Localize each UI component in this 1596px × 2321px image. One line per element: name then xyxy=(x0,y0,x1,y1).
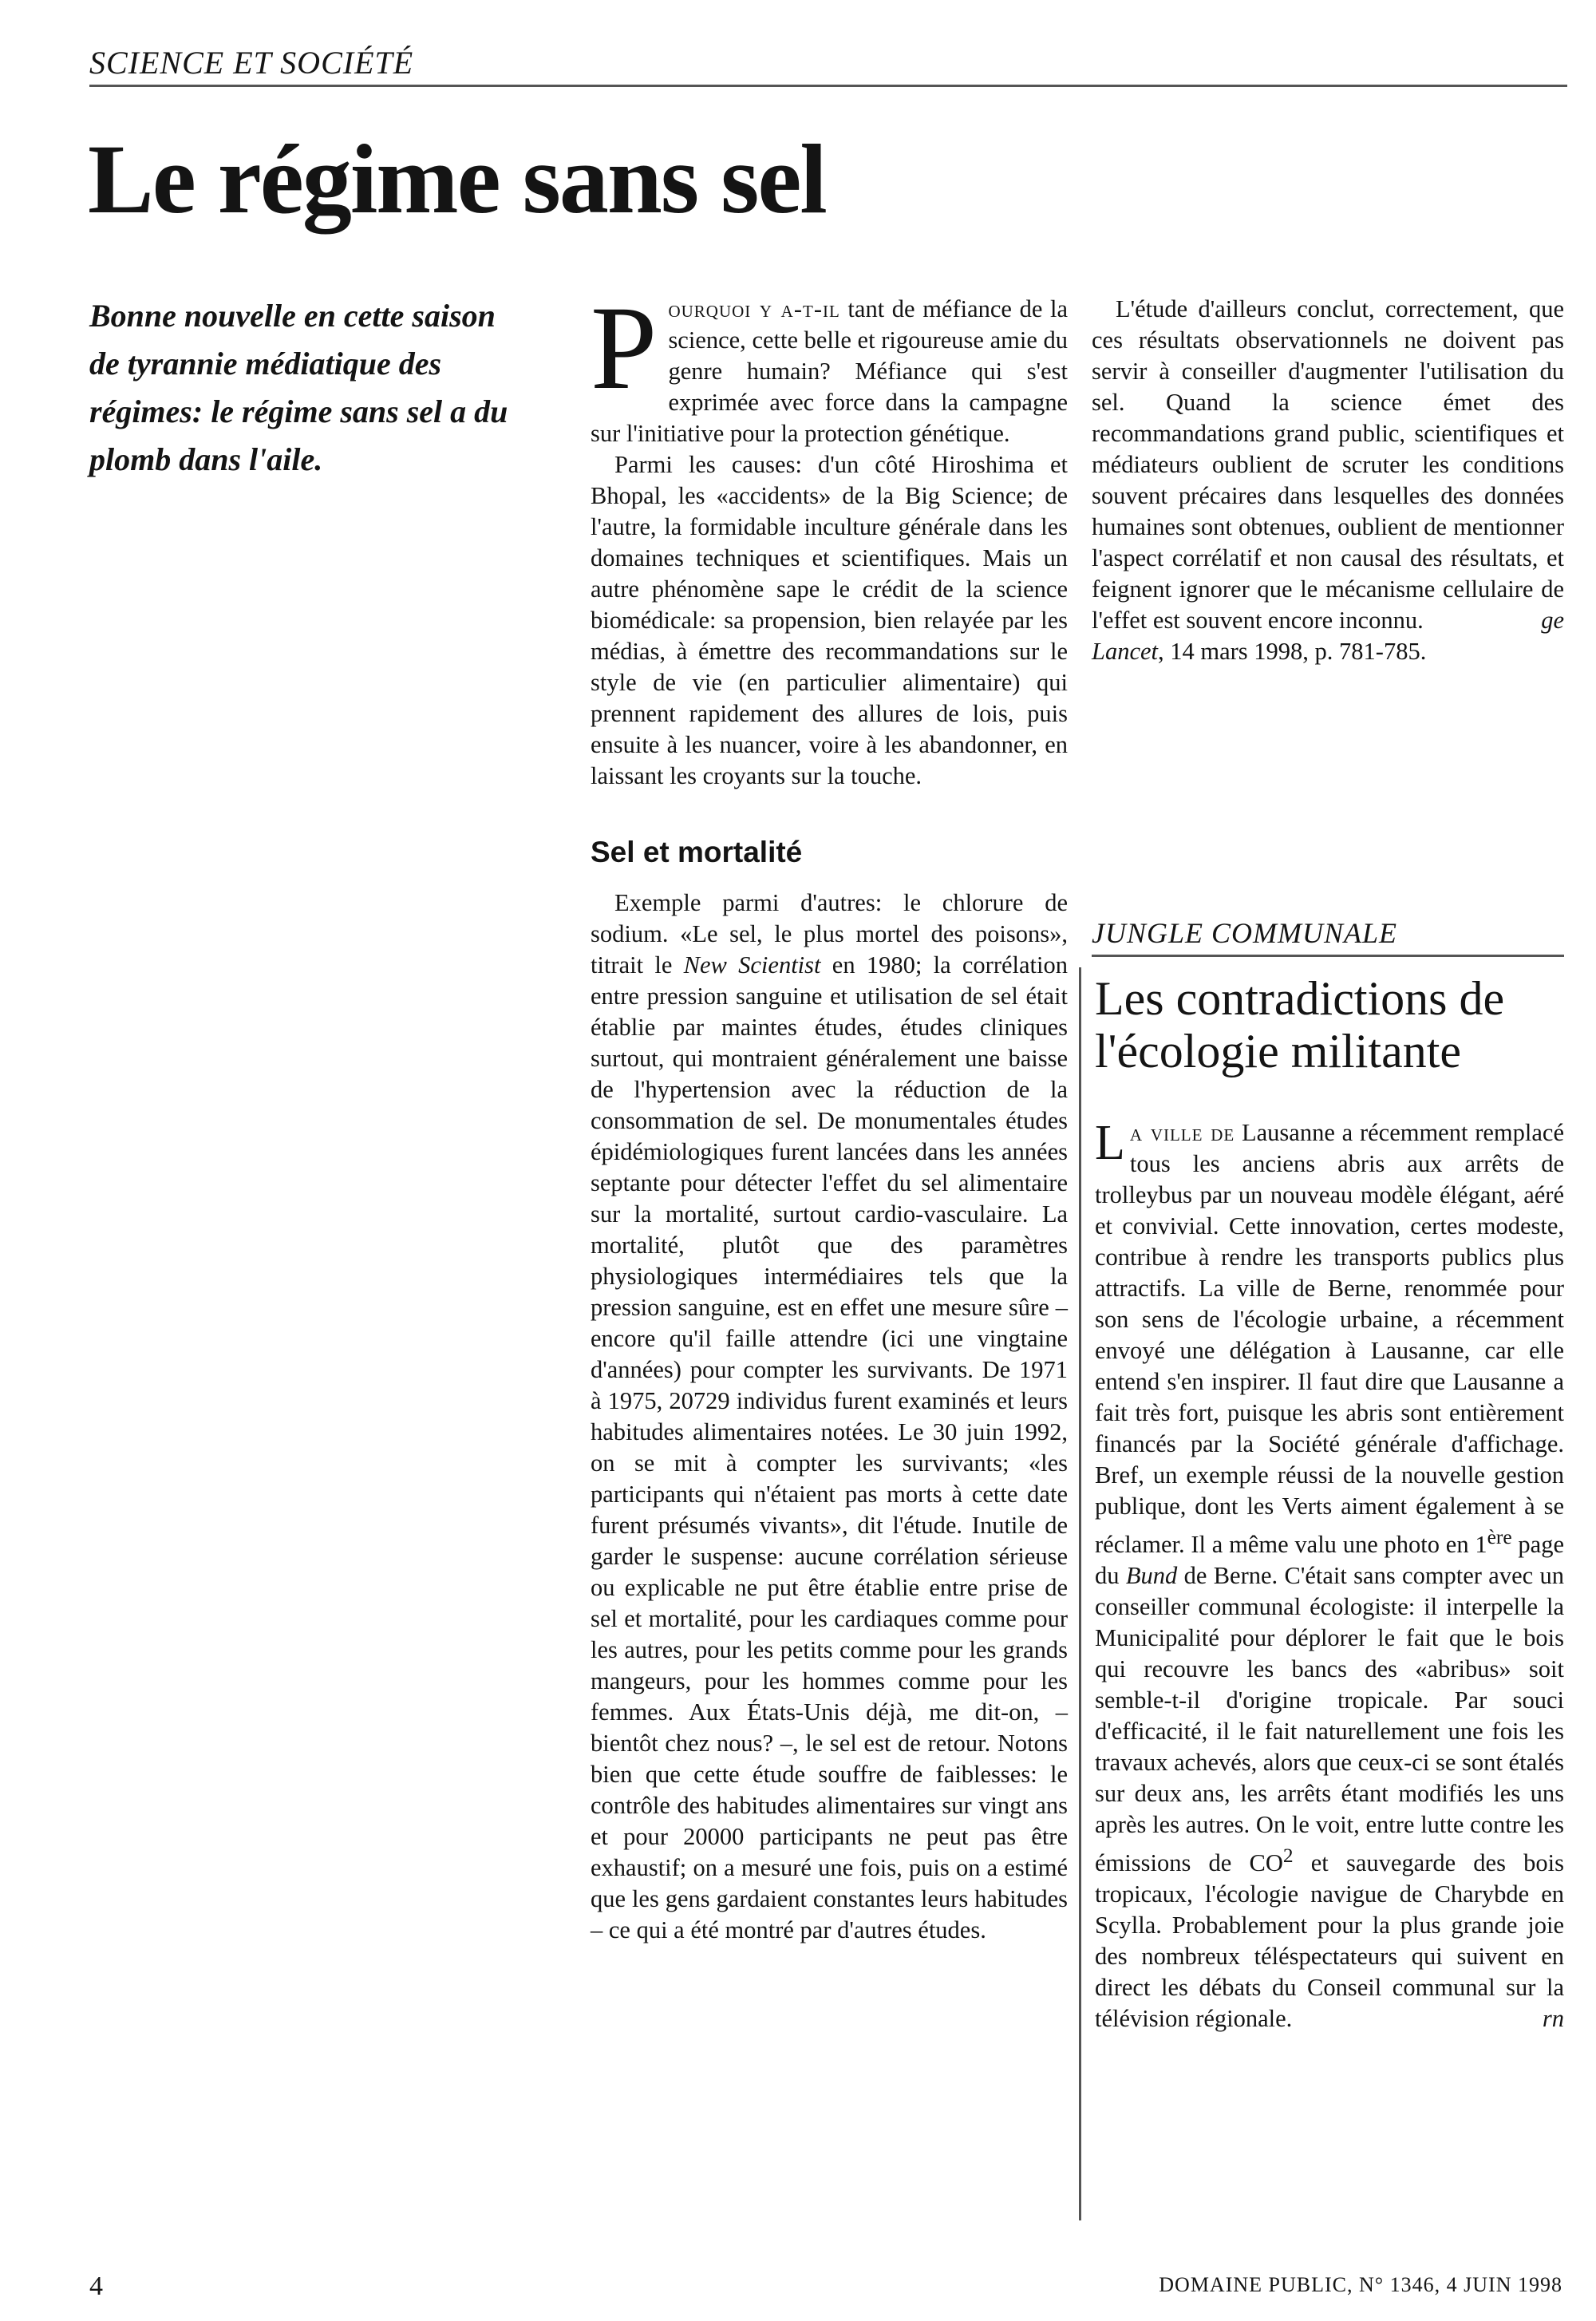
paragraph-example-text: Exemple parmi d'autres: le chlorure de sodium. «Le sel, le plus mortel des poisons», titrait le xyxy=(591,889,1068,979)
sidebar-signature: rn xyxy=(1542,2005,1564,2033)
sidebar-body xyxy=(1095,1117,1564,2034)
newspaper-name: Bund xyxy=(1125,1562,1178,1590)
source-citation xyxy=(1092,636,1564,667)
article-column-3 xyxy=(1092,294,1564,667)
publication-info: DOMAINE PUBLIC, N° 1346, 4 JUIN 1998 xyxy=(1159,2273,1562,2296)
source-details: , 14 mars 1998, p. 781-785. xyxy=(1158,638,1427,665)
article-title: Le régime sans sel xyxy=(88,125,826,234)
paragraph-intro-text: tant de méfiance de la science, cette belle et rigoureuse amie du genre humain? Méfiance qui s'est exprimée avec force dans la campagne sur l'initiative pour la protection génétique. xyxy=(591,295,1069,447)
sidebar-text-1: Lausanne a récemment remplacé tous les anciens abris aux arrêts de trolleybus par un nouveau modèle élégant, aéré et convivial. Cette innovation, certes modeste, contribue à rendre les transports publics plus attractifs. La ville de Berne, renommée pour son sens de l'écologie urbaine, a récemment envoyé une délégation à Lausanne, car elle entend s'en inspirer. Il faut dire que Lausanne a fait très fort, puisque les abris sont entièrement financés par la Société générale d'affichage. Bref, un exemple réussi de la nouvelle gestion publique, dont les Verts aiment également à se réclamer. Il a même valu une photo en 1 xyxy=(1095,1119,1564,1559)
article-column-1 xyxy=(591,282,1069,1946)
sidebar-text-3: de Berne. C'était sans compter avec un conseiller communal écologiste: il interpelle la Municipalité pour déplorer le fait que le bois qui recouvre les bancs des «abribus» soit semble-t-il d'origine tropicale. Par souci d'efficacité, il le fait naturellement une fois les travaux achevés, alors que ceux-ci se sont étalés sur deux ans, les arrêts étant modifiés les uns après les autres. On le voit, entre lutte contre les émissions de CO xyxy=(1095,1562,1565,1877)
drop-cap: P xyxy=(591,282,658,414)
superscript-two: 2 xyxy=(1282,1845,1294,1868)
paragraph-example-text-2: en 1980; la corrélation entre pression sanguine et utilisation de sel était établie par maintes études, études cliniques surtout, qui montraient généralement une baisse de l'hypertension avec la réduction de la consommation de sel. De monumentales études épidémiologiques furent lancées dans les années septante pour détecter l'effet du sel alimentaire sur la mortalité, surtout cardio-vasculaire. La mortalité, plutôt que des paramètres physiologiques intermédiaires tels que la pression sanguine, est en effet une mesure sûre – encore qu'il faille attendre (ici une vingtaine d'années) pour compter les survivants. De 1971 à 1975, 20729 individus furent examinés et leurs habitudes alimentaires notées. Le 30 juin 1992, on se mit à compter les survivants; «les participants qui n'étaient pas morts à cette date furent présumés vivants», dit l'étude. Inutile de garder le suspense: aucune corrélation sérieuse ou explicable ne put être établie entre prise de sel et mortalité, pour les cardiaques comme pour les autres, pour les petits comme pour les grands mangeurs, pour les hommes comme pour les femmes. Aux États-Unis déjà, me dit-on, – bientôt chez nous? –, le sel est de retour. Notons bien que cette étude souffre de faiblesses: le contrôle des habitudes alimentaires sur vingt ans et pour 20000 participants ne peut pas être exhaustif; on a mesuré une fois, puis on a estimé que les gens gardaient constantes leurs habitudes – ce qui a été montré par d'autres études. xyxy=(591,951,1068,1943)
sidebar-title: Les contradictions de l'écologie militante xyxy=(1095,972,1505,1077)
paragraph-conclusion-text: L'étude d'ailleurs conclut, correctement, que ces résultats observationnels ne doivent pas servir à conseiller d'augmenter l'utilisation du sel. Quand la science émet des recommandations grand public, scientifiques et médiateurs oublient de scruter les conditions souvent précaires dans lesquelles des données humaines sont obtenues, oublient de mentionner l'aspect corrélatif et non causal des résultats, et feignent ignorer que le mécanisme cellulaire de l'effet est souvent encore inconnu. xyxy=(1092,295,1564,634)
sidebar-paragraph xyxy=(1095,1117,1564,2034)
section-heading: SCIENCE ET SOCIÉTÉ xyxy=(89,45,1567,87)
superscript-ere: ère xyxy=(1487,1526,1512,1548)
journal-name: New Scientist xyxy=(683,951,821,979)
subheading: Sel et mortalité xyxy=(591,836,803,868)
paragraph-intro xyxy=(591,282,1069,449)
sidebar-text-2: page du xyxy=(1095,1531,1564,1590)
paragraph-example xyxy=(591,888,1068,1946)
sidebar-section-heading: JUNGLE COMMUNALE xyxy=(1092,916,1564,957)
sidebar-lead-in: a ville de xyxy=(1129,1119,1235,1146)
sidebar-text-4: et sauvegarde des bois tropicaux, l'écologie navigue de Charybde en Scylla. Probablement pour la plus grande joie des nombreux téléspectateurs qui suivent en direct les débats du Conseil communal sur la télévision régionale. xyxy=(1095,1849,1564,2033)
article-lede: Bonne nouvelle en cette saison de tyrannie médiatique des régimes: le régime sans sel a du plomb dans l'aile. xyxy=(89,298,508,477)
paragraph-conclusion xyxy=(1092,294,1564,636)
lead-in: ourquoi y a-t-il xyxy=(668,295,840,322)
paragraph-causes: Parmi les causes: d'un côté Hiroshima et Bhopal, les «accidents» de la Big Science; de l'autre, la formidable inculture générale dans les domaines techniques et scientifiques. Mais un autre phénomène sape le crédit de la science biomédicale: sa propension, bien relayée par les médias, à émettre des recommandations sur le style de vie (en particulier alimentaire) qui prennent rapidement des allures de lois, puis ensuite à les nuancer, voire à les abandonner, en laissant les croyants sur la touche. xyxy=(591,451,1068,789)
sidebar-drop-cap: L xyxy=(1095,1116,1125,1170)
article-signature: ge xyxy=(1541,607,1564,634)
page-number: 4 xyxy=(89,2272,103,2301)
source-journal: Lancet xyxy=(1092,638,1159,665)
